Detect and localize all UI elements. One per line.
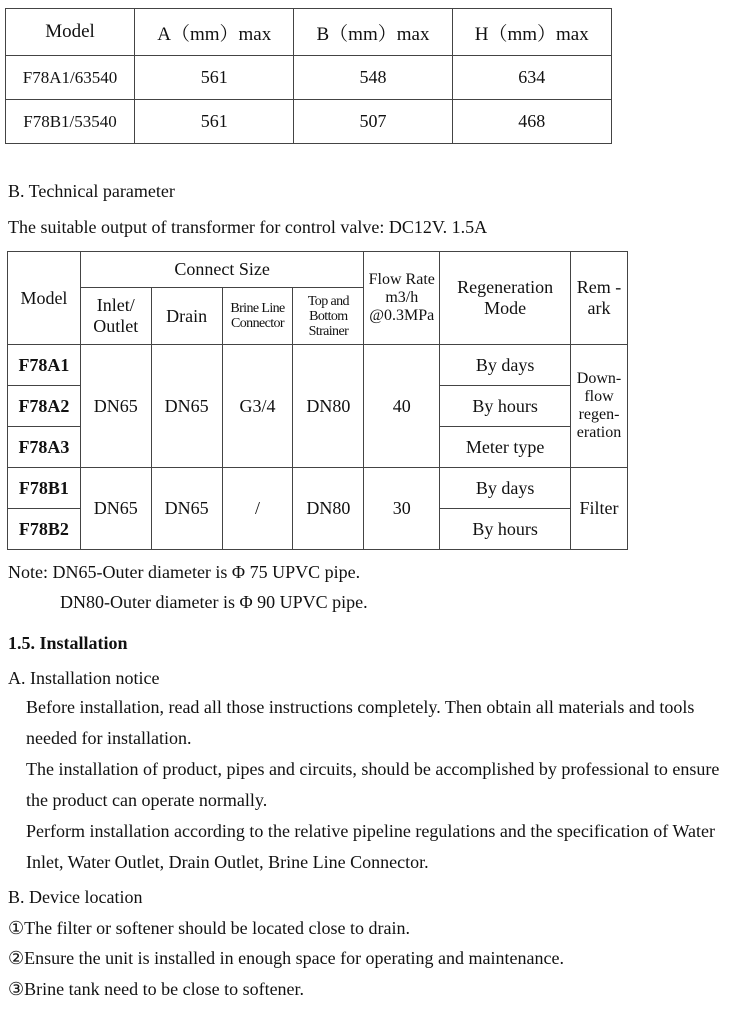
section-b-title: B. Technical parameter (8, 181, 175, 201)
cell-flow-rate: 40 (364, 345, 440, 468)
transformer-output: The suitable output of transformer for control valve: DC12V. 1.5A (8, 217, 488, 237)
cell-regen-mode: By hours (440, 509, 571, 550)
table-row (8, 468, 628, 509)
cell-inlet-outlet: DN65 (80, 468, 151, 550)
header-regeneration-mode: Regeneration Mode (440, 252, 571, 345)
cell-model: F78A2 (8, 386, 81, 427)
cell-remark: Down- flow regen- eration (571, 345, 628, 468)
cell-regen-mode: By days (440, 468, 571, 509)
installation-paragraph: Before installation, read all those instructions completely. Then obtain all materials and tools needed for installation. (26, 697, 695, 748)
cell-model: F78B1/53540 (6, 100, 135, 144)
table-row (6, 56, 612, 100)
cell-drain: DN65 (151, 468, 222, 550)
cell-b: 548 (294, 56, 452, 100)
header-model: Model (8, 252, 81, 345)
cell-flow-rate: 30 (364, 468, 440, 550)
cell-a: 561 (135, 56, 294, 100)
cell-inlet-outlet: DN65 (80, 345, 151, 468)
device-location-title: B. Device location (8, 887, 143, 907)
cell-model: F78B2 (8, 509, 81, 550)
installation-heading: 1.5. Installation (8, 633, 128, 653)
header-inlet-outlet: Inlet/ Outlet (80, 288, 151, 345)
tech-header-row (8, 252, 628, 288)
table-row (6, 100, 612, 144)
cell-model: F78B1 (8, 468, 81, 509)
cell-model: F78A1 (8, 345, 81, 386)
table-row (8, 345, 628, 386)
cell-brine-line: / (222, 468, 293, 550)
note-dn65: Note: DN65-Outer diameter is Φ 75 UPVC pipe. (8, 562, 361, 582)
header-b: B（mm）max (294, 9, 452, 56)
device-location-item: ③Brine tank need to be close to softener. (8, 979, 305, 999)
note-dn80: DN80-Outer diameter is Φ 90 UPVC pipe. (60, 592, 368, 612)
cell-a: 561 (135, 100, 294, 144)
cell-drain: DN65 (151, 345, 222, 468)
installation-paragraph: Perform installation according to the relative pipeline regulations and the specification of Water Inlet, Water Outlet, Drain Outlet, Brine Line Connector. (26, 821, 715, 872)
header-model: Model (6, 9, 135, 56)
installation-paragraph: The installation of product, pipes and circuits, should be accomplished by professional to ensure the product can operate normally. (26, 759, 720, 810)
cell-regen-mode: By days (440, 345, 571, 386)
header-drain: Drain (151, 288, 222, 345)
dimension-table-header (6, 9, 612, 56)
cell-b: 507 (294, 100, 452, 144)
header-flow-rate: Flow Rate m3/h @0.3MPa (364, 252, 440, 345)
cell-h: 634 (452, 56, 612, 100)
cell-brine-line: G3/4 (222, 345, 293, 468)
header-brine-line: Brine Line Connector (222, 288, 293, 345)
cell-model: F78A3 (8, 427, 81, 468)
cell-model: F78A1/63540 (6, 56, 135, 100)
device-location-item: ②Ensure the unit is installed in enough space for operating and maintenance. (8, 948, 564, 968)
device-location-item: ①The filter or softener should be located close to drain. (8, 918, 411, 938)
header-h: H（mm）max (452, 9, 612, 56)
technical-parameter-table (7, 251, 628, 550)
cell-regen-mode: By hours (440, 386, 571, 427)
header-strainer: Top and Bottom Strainer (293, 288, 364, 345)
cell-strainer: DN80 (293, 468, 364, 550)
cell-regen-mode: Meter type (440, 427, 571, 468)
header-remark: Rem -ark (571, 252, 628, 345)
cell-strainer: DN80 (293, 345, 364, 468)
cell-h: 468 (452, 100, 612, 144)
dimension-table (5, 8, 612, 144)
installation-notice-title: A. Installation notice (8, 668, 160, 688)
cell-remark: Filter (571, 468, 628, 550)
header-connect-size: Connect Size (80, 252, 363, 288)
header-a: A（mm）max (135, 9, 294, 56)
